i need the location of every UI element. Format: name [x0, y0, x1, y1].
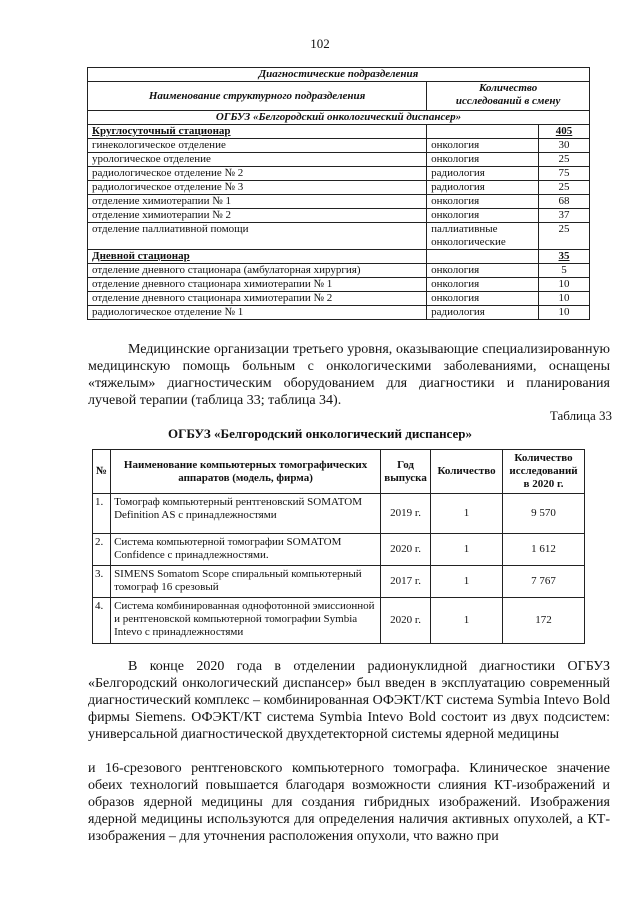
unit-profile: онкология	[427, 278, 539, 292]
table-row	[93, 494, 585, 534]
column-header-5: Количество исследований в 2020 г.	[503, 450, 585, 494]
unit-count: 25	[539, 153, 590, 167]
column-header-4: Количество	[431, 450, 503, 494]
device-year: 2020 г.	[381, 534, 431, 566]
device-quantity: 1	[431, 494, 503, 534]
unit-profile: онкология	[427, 209, 539, 223]
device-year: 2019 г.	[381, 494, 431, 534]
unit-profile: онкология	[427, 153, 539, 167]
table-header-top: Диагностические подразделения	[88, 68, 590, 82]
section-title: Круглосуточный стационар	[88, 125, 427, 139]
device-year: 2020 г.	[381, 598, 431, 644]
institution-row: ОГБУЗ «Белгородский онкологический диспансер»	[88, 111, 590, 125]
unit-name: отделение паллиативной помощи	[88, 223, 427, 250]
page-number: 102	[310, 36, 330, 51]
table-row	[88, 139, 590, 153]
device-quantity: 1	[431, 598, 503, 644]
device-name: Система компьютерной томографии SOMATOM Confidence с принадлежностями.	[111, 534, 381, 566]
column-header-count: Количество исследований в смену	[427, 82, 590, 111]
diagnostic-units-table	[87, 67, 590, 320]
section-row	[88, 250, 590, 264]
unit-count: 37	[539, 209, 590, 223]
column-header-name: Наименование структурного подразделения	[88, 82, 427, 111]
row-number: 2.	[93, 534, 111, 566]
device-studies: 1 612	[503, 534, 585, 566]
paragraph-spect-ct-cont: и 16-срезового рентгеновского компьютерного томографа. Клиническое значение обеих технологий повышается благодаря возможности слияния КТ-изображений и образов ядерной медицины для создания гибридных изображений. Изображения ядерной медицины используются для определения наличия активных опухолей, а КТ-изображения – для уточнения расположения опухоли, что важно при	[88, 761, 610, 844]
unit-count: 10	[539, 292, 590, 306]
table-row	[93, 598, 585, 644]
paragraph-spect-ct: В конце 2020 года в отделении радионуклидной диагностики ОГБУЗ «Белгородский онкологический диспансер» был введен в эксплуатацию современный диагностический комплекс – комбинированная ОФЭКТ/КТ система Symbia Intevo Bold фирмы Siemens. ОФЭКТ/КТ система Symbia Intevo Bold состоит из двух подсистем: универсальной диагностической двухдетекторной системы ядерной медицины	[88, 659, 610, 742]
device-quantity: 1	[431, 566, 503, 598]
table-row	[93, 566, 585, 598]
device-studies: 172	[503, 598, 585, 644]
unit-name: гинекологическое отделение	[88, 139, 427, 153]
unit-count: 10	[539, 278, 590, 292]
unit-name: отделение дневного стационара (амбулаторная хирургия)	[88, 264, 427, 278]
section-spacer	[427, 125, 539, 139]
unit-profile: онкология	[427, 264, 539, 278]
table-row	[88, 278, 590, 292]
row-number: 4.	[93, 598, 111, 644]
section-total: 35	[539, 250, 590, 264]
device-name: Система комбинированная однофотонной эмиссионной и рентгеновской компьютерной томографии Symbia Intevo с принадлежностями	[111, 598, 381, 644]
unit-name: отделение дневного стационара химиотерапии № 1	[88, 278, 427, 292]
section-row	[88, 125, 590, 139]
unit-name: отделение дневного стационара химиотерапии № 2	[88, 292, 427, 306]
unit-profile: онкология	[427, 139, 539, 153]
unit-count: 25	[539, 181, 590, 195]
unit-name: урологическое отделение	[88, 153, 427, 167]
row-number: 3.	[93, 566, 111, 598]
unit-profile: радиология	[427, 167, 539, 181]
unit-name: отделение химиотерапии № 2	[88, 209, 427, 223]
device-quantity: 1	[431, 534, 503, 566]
unit-count: 25	[539, 223, 590, 250]
unit-name: отделение химиотерапии № 1	[88, 195, 427, 209]
unit-count: 75	[539, 167, 590, 181]
table-row	[88, 292, 590, 306]
table-row	[88, 264, 590, 278]
section-total: 405	[539, 125, 590, 139]
unit-name: радиологическое отделение № 1	[88, 306, 427, 320]
table-row	[93, 534, 585, 566]
table-row	[88, 223, 590, 250]
row-number: 1.	[93, 494, 111, 534]
table-row	[88, 167, 590, 181]
table2-title: ОГБУЗ «Белгородский онкологический диспансер»	[168, 426, 472, 441]
unit-count: 5	[539, 264, 590, 278]
column-header-3: Год выпуска	[381, 450, 431, 494]
unit-name: радиологическое отделение № 2	[88, 167, 427, 181]
table-row	[88, 153, 590, 167]
section-spacer	[427, 250, 539, 264]
unit-profile: радиология	[427, 181, 539, 195]
paragraph-equipment: Медицинские организации третьего уровня, оказывающие специализированную медицинскую помощь больным с онкологическими заболеваниями, оснащены «тяжелым» диагностическим оборудованием для диагностики и планирования лучевой терапии (таблица 33; таблица 34).	[88, 342, 610, 408]
unit-count: 30	[539, 139, 590, 153]
unit-count: 68	[539, 195, 590, 209]
device-year: 2017 г.	[381, 566, 431, 598]
unit-name: радиологическое отделение № 3	[88, 181, 427, 195]
table-caption: Таблица 33	[549, 408, 612, 423]
ct-scanners-table	[92, 449, 585, 644]
column-header-1: №	[93, 450, 111, 494]
device-name: SIMENS Somatom Scope спиральный компьютерный томограф 16 срезовый	[111, 566, 381, 598]
unit-count: 10	[539, 306, 590, 320]
table-row	[88, 181, 590, 195]
column-header-2: Наименование компьютерных томографических аппаратов (модель, фирма)	[111, 450, 381, 494]
section-title: Дневной стационар	[88, 250, 427, 264]
table-row	[88, 209, 590, 223]
unit-profile: онкология	[427, 195, 539, 209]
unit-profile: радиология	[427, 306, 539, 320]
device-studies: 9 570	[503, 494, 585, 534]
device-studies: 7 767	[503, 566, 585, 598]
unit-profile: паллиативные онкологические	[427, 223, 539, 250]
table-row	[88, 306, 590, 320]
device-name: Томограф компьютерный рентгеновский SOMATOM Definition AS с принадлежностями	[111, 494, 381, 534]
unit-profile: онкология	[427, 292, 539, 306]
table-row	[88, 195, 590, 209]
